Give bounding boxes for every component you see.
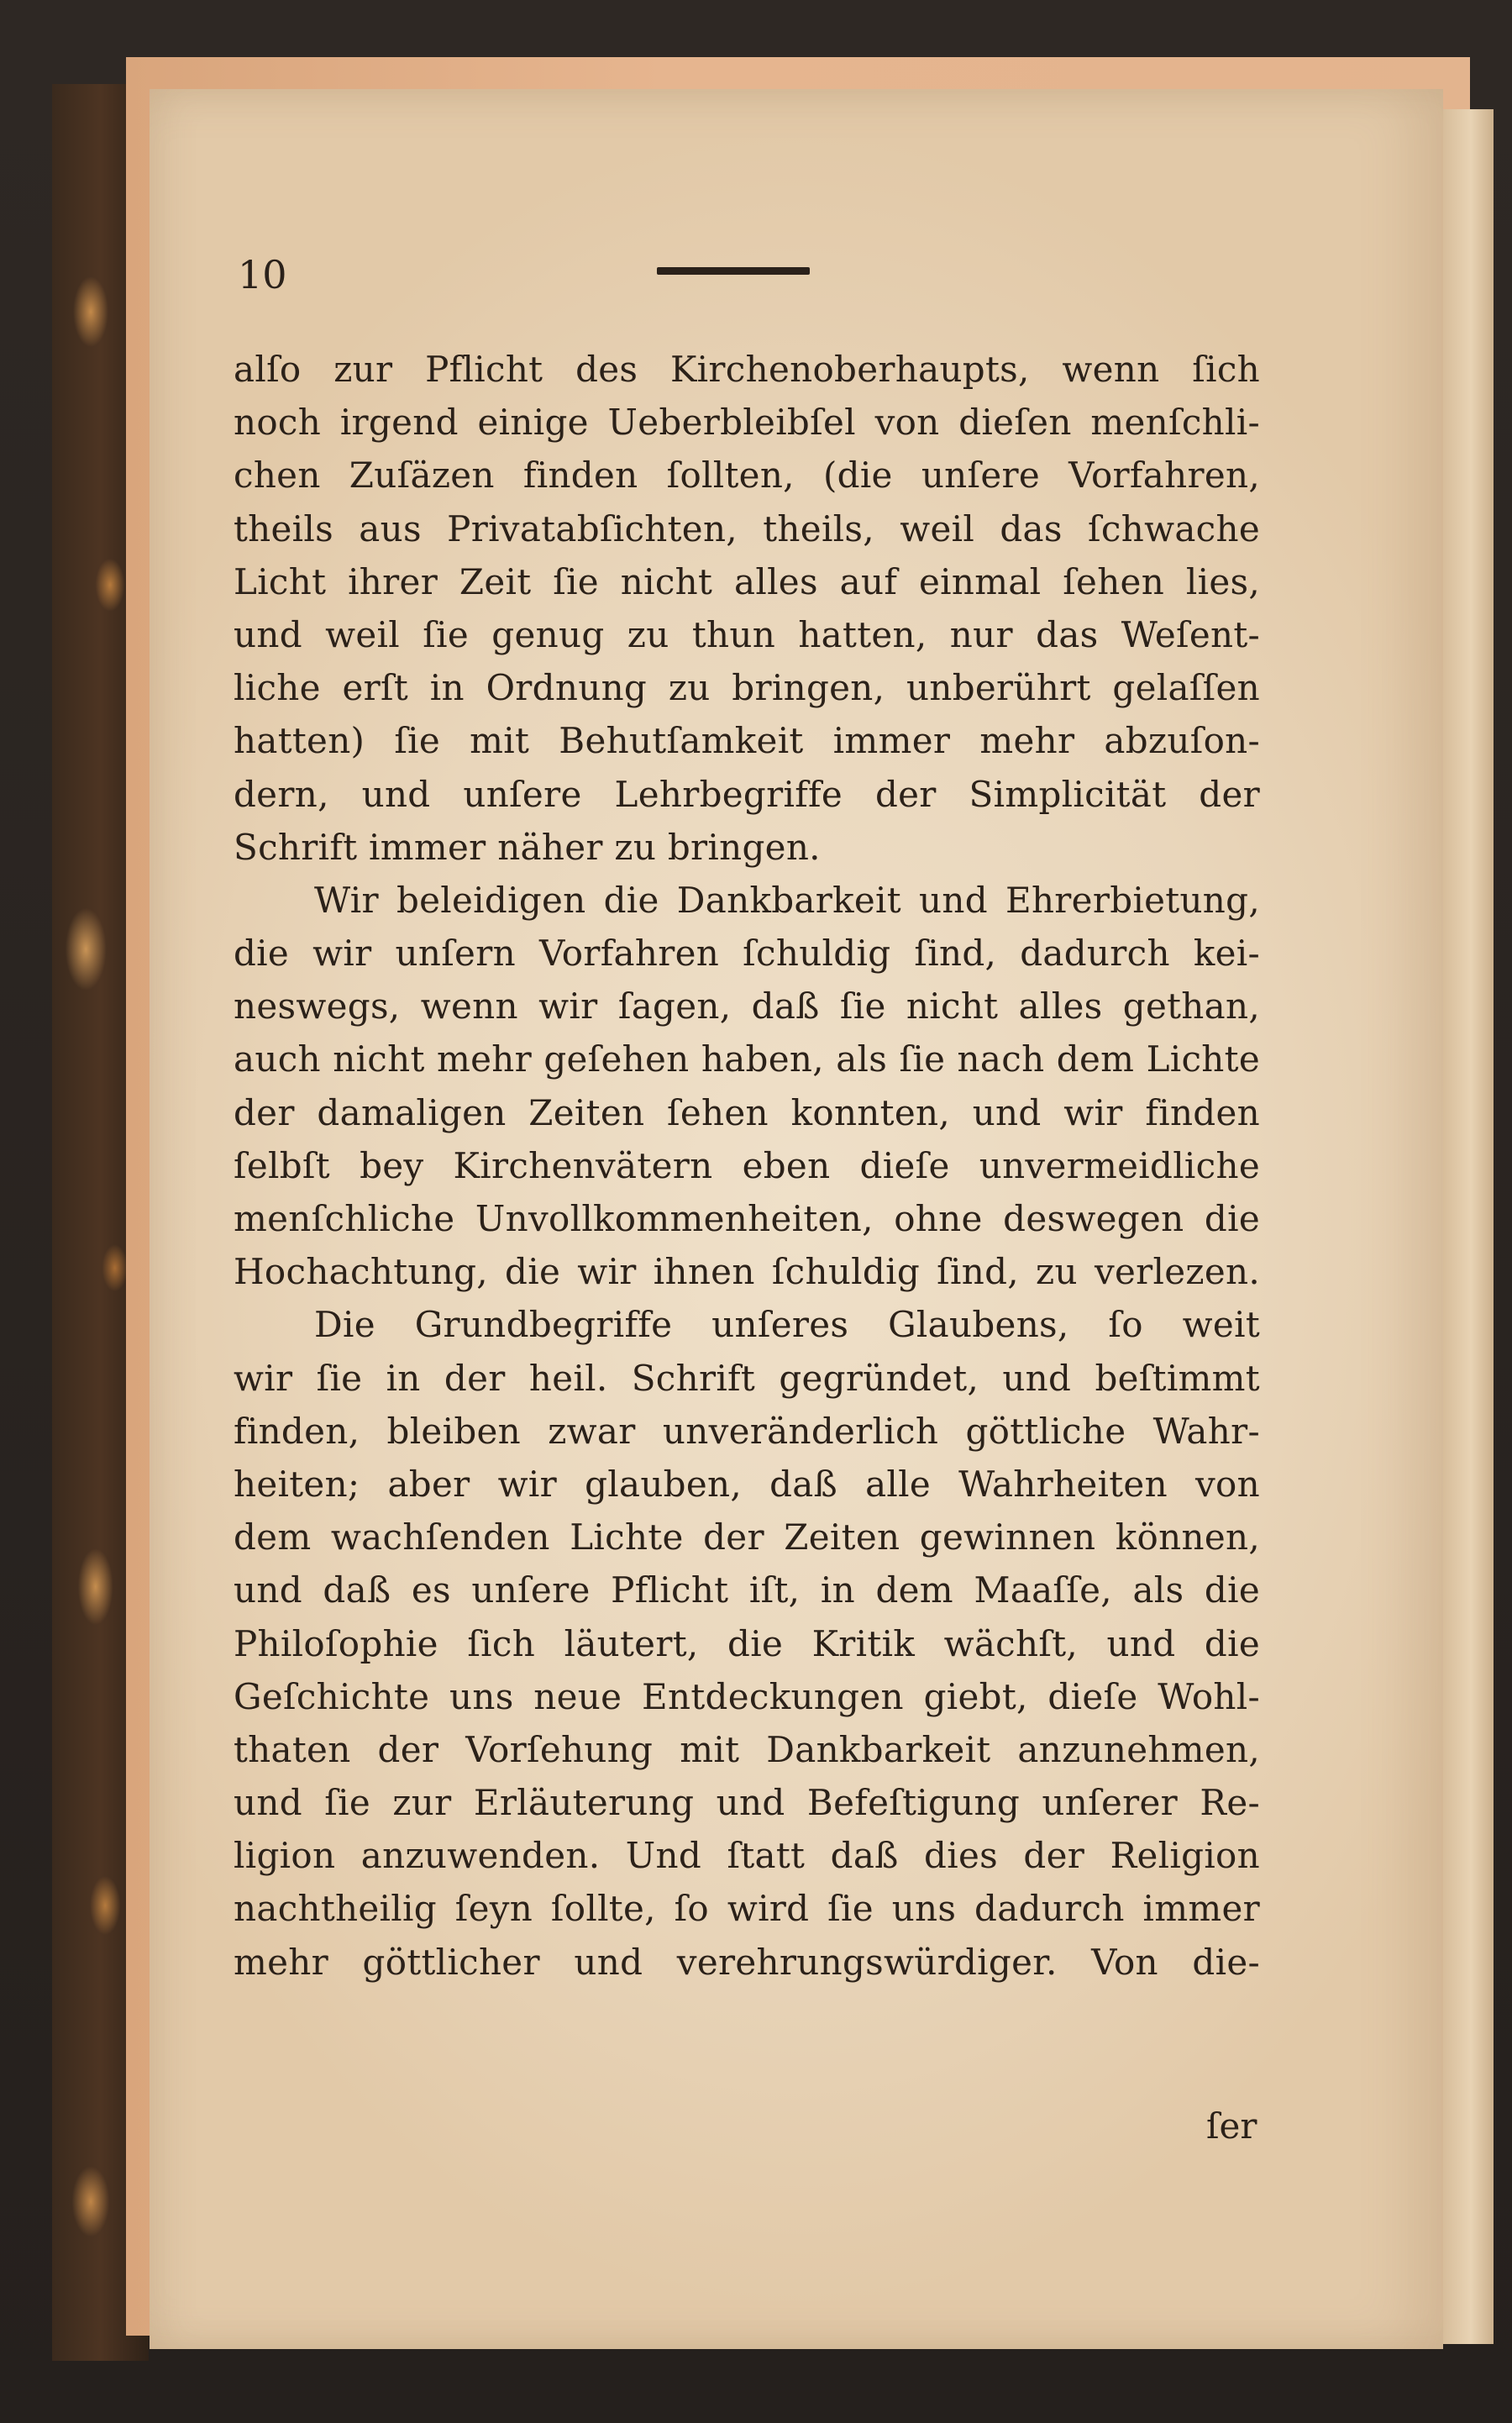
- text-line: und ſie zur Erläuterung und Befeſtigung unſerer Re-: [234, 1782, 1260, 1824]
- text-line: liche erſt in Ordnung zu bringen, unberührt gelaſſen: [234, 667, 1260, 709]
- text-line: alſo zur Pflicht des Kirchenoberhaupts, wenn ſich: [234, 349, 1260, 390]
- text-line: heiten; aber wir glauben, daß alle Wahrheiten von: [234, 1463, 1260, 1505]
- text-line: die wir unſern Vorfahren ſchuldig ſind, dadurch kei-: [234, 933, 1260, 975]
- text-line: der damaligen Zeiten ſehen konnten, und wir finden: [234, 1091, 1260, 1133]
- text-line: dem wachſenden Lichte der Zeiten gewinnen können,: [234, 1516, 1260, 1558]
- paragraph-end-line: Hochachtung, die wir ihnen ſchuldig ſind, zu verlezen.: [234, 1251, 1260, 1293]
- text-line: ligion anzuwenden. Und ſtatt daß dies der Religion: [234, 1835, 1260, 1877]
- text-line: chen Zuſäzen finden ſollten, (die unſere Vorfahren,: [234, 455, 1260, 497]
- text-line: thaten der Vorſehung mit Dankbarkeit anzunehmen,: [234, 1728, 1260, 1770]
- text-line: neswegs, wenn wir ſagen, daß ſie nicht alles gethan,: [234, 985, 1260, 1028]
- catchword: ſer: [1206, 2105, 1257, 2147]
- text-line: Philoſophie ſich läutert, die Kritik wächſt, und die: [234, 1622, 1260, 1664]
- text-line: noch irgend einige Ueberbleibſel von dieſen menſchli-: [234, 402, 1260, 444]
- next-page-edge: [1443, 109, 1494, 2344]
- text-line: wir ſie in der heil. Schrift gegründet, und beſtimmt: [234, 1357, 1260, 1399]
- text-line: Licht ihrer Zeit ſie nicht alles auf einmal ſehen lies,: [234, 560, 1260, 602]
- text-line: Geſchichte uns neue Entdeckungen giebt, dieſe Wohl-: [234, 1675, 1260, 1717]
- text-line: dern, und unſere Lehrbegriffe der Simplicität der: [234, 773, 1260, 815]
- text-line: und daß es unſere Pflicht iſt, in dem Maaſſe, als die: [234, 1569, 1260, 1611]
- text-line: hatten) ſie mit Behutſamkeit immer mehr abzuſon-: [234, 720, 1260, 762]
- text-line: nachtheilig ſeyn ſollte, ſo wird ſie uns dadurch immer: [234, 1888, 1260, 1930]
- body-text: [234, 343, 1260, 1989]
- text-line: auch nicht mehr geſehen haben, als ſie nach dem Lichte: [234, 1038, 1260, 1080]
- text-line: finden, bleiben zwar unveränderlich göttliche Wahr-: [234, 1410, 1260, 1452]
- page-number: 10: [238, 252, 287, 297]
- text-line: theils aus Privatabſichten, theils, weil das ſchwache: [234, 507, 1260, 549]
- text-line: und weil ſie genug zu thun hatten, nur das Weſent-: [234, 613, 1260, 655]
- paragraph-start-line: Wir beleidigen die Dankbarkeit und Ehrerbietung,: [314, 879, 1260, 921]
- paragraph-start-line: Die Grundbegriffe unſeres Glaubens, ſo weit: [314, 1304, 1260, 1346]
- text-line: menſchliche Unvollkommenheiten, ohne deswegen die: [234, 1198, 1260, 1239]
- header-rule: [657, 267, 810, 275]
- paragraph-end-line: Schrift immer näher zu bringen.: [234, 826, 821, 868]
- text-line: mehr göttlicher und verehrungswürdiger. Von die-: [234, 1941, 1260, 1983]
- text-line: ſelbſt bey Kirchenvätern eben dieſe unvermeidliche: [234, 1144, 1260, 1186]
